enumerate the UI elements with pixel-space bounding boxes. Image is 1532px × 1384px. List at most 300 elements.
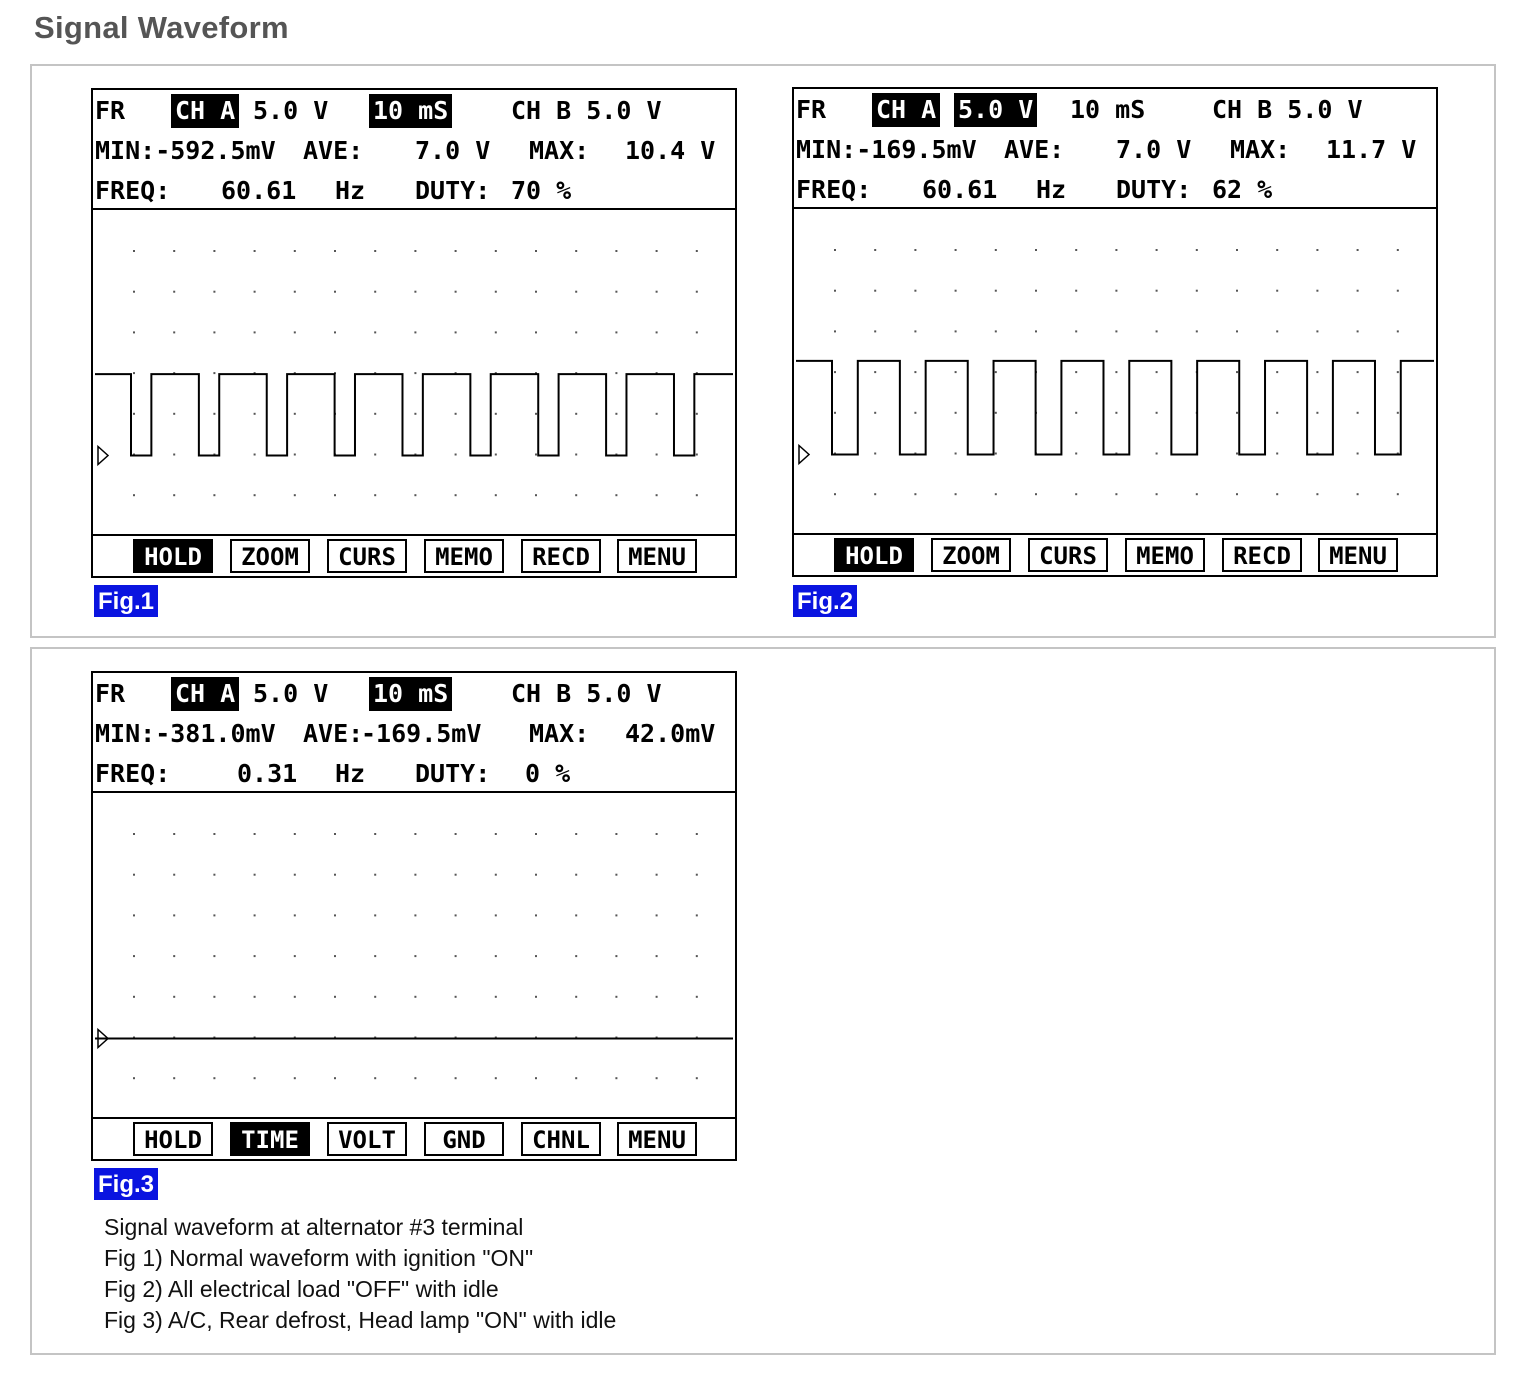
grid-dot (656, 413, 658, 415)
duty-value: 0 % (525, 759, 571, 788)
memo-button[interactable]: MEMO (424, 539, 504, 573)
ave-value: 7.0 V (1116, 135, 1192, 164)
ave-label: AVE: (303, 136, 364, 165)
grid-dot (455, 494, 457, 496)
timebase[interactable]: 10 mS (369, 94, 452, 128)
grid-dot (173, 1077, 175, 1079)
grid-dot (656, 331, 658, 333)
channel-b-label[interactable]: CH B 5.0 V (511, 96, 662, 125)
grid-dot (1236, 330, 1238, 332)
grid-dot (213, 874, 215, 876)
grid-dot (254, 874, 256, 876)
gnd-button[interactable]: GND (424, 1122, 504, 1156)
fr-label: FR (95, 96, 126, 125)
ave-label: AVE: (303, 719, 364, 748)
grid-dot (374, 874, 376, 876)
grid-dot (294, 914, 296, 916)
grid-dot (414, 1077, 416, 1079)
hold-button[interactable]: HOLD (133, 1122, 213, 1156)
channel-a-label[interactable]: CH A (872, 93, 940, 127)
grid-dot (914, 290, 916, 292)
grid-dot (334, 914, 336, 916)
grid-dot (1075, 493, 1077, 495)
grid-dot (696, 494, 698, 496)
grid-dot (535, 494, 537, 496)
freq-unit: Hz (1036, 175, 1067, 204)
grid-dot (495, 874, 497, 876)
max-value: 42.0mV (625, 719, 716, 748)
grid-dot (615, 372, 617, 374)
grid-dot (834, 330, 836, 332)
grid-dot (1075, 330, 1077, 332)
grid-dot (495, 914, 497, 916)
grid-dot (615, 996, 617, 998)
grid-dot (914, 371, 916, 373)
grid-dot (213, 833, 215, 835)
channel-a-scale[interactable]: 5.0 V (253, 96, 329, 125)
freq-label: FREQ: (796, 175, 872, 204)
header-row-2 (93, 717, 716, 751)
min-value: MIN:-381.0mV (95, 719, 276, 748)
grid-dot (213, 1077, 215, 1079)
grid-dot (254, 291, 256, 293)
grid-dot (955, 371, 957, 373)
grid-dot (535, 250, 537, 252)
waveform-plot (93, 793, 735, 1117)
grid-dot (1316, 290, 1318, 292)
grid-dot (615, 955, 617, 957)
grid-dot (294, 250, 296, 252)
grid-dot (874, 453, 876, 455)
grid-dot (133, 874, 135, 876)
channel-a-label[interactable]: CH A (171, 94, 239, 128)
memo-button[interactable]: MEMO (1125, 538, 1205, 572)
grid-dot (615, 331, 617, 333)
grid-dot (294, 413, 296, 415)
grid-dot (575, 494, 577, 496)
duty-label: DUTY: (415, 176, 491, 205)
grid-dot (834, 493, 836, 495)
grid-dot (455, 413, 457, 415)
grid-dot (173, 996, 175, 998)
grid-dot (173, 914, 175, 916)
grid-dot (575, 250, 577, 252)
grid-dot (535, 955, 537, 957)
grid-dot (414, 372, 416, 374)
timebase[interactable]: 10 mS (1070, 95, 1146, 124)
grid-dot (294, 454, 296, 456)
waveform-plot (93, 210, 735, 534)
max-label: MAX: (529, 136, 590, 165)
grid-dot (1397, 371, 1399, 373)
grid-dot (495, 454, 497, 456)
grid-dot (914, 412, 916, 414)
grid-dot (696, 833, 698, 835)
grid-dot (414, 250, 416, 252)
grid-dot (834, 249, 836, 251)
caption-line: Fig 3) A/C, Rear defrost, Head lamp "ON" with idle (104, 1307, 617, 1333)
grid-dot (696, 331, 698, 333)
grid-dot (656, 874, 658, 876)
grid-dot (213, 331, 215, 333)
grid-dot (995, 249, 997, 251)
grid-dot (374, 331, 376, 333)
grid-dot (173, 833, 175, 835)
menu-button[interactable]: MENU (617, 1122, 697, 1156)
grid-dot (173, 291, 175, 293)
grid-dot (1196, 493, 1198, 495)
ave-value: 7.0 V (415, 136, 491, 165)
waveform-svg (93, 210, 735, 534)
grid-dot (955, 330, 957, 332)
grid-dot (455, 874, 457, 876)
ave-label: AVE: (1004, 135, 1065, 164)
grid-dot (1316, 412, 1318, 414)
grid-dot (1115, 493, 1117, 495)
grid-dot (414, 996, 416, 998)
grid-dot (495, 1077, 497, 1079)
grid-dot (914, 493, 916, 495)
grid-dot (1357, 371, 1359, 373)
time-button[interactable]: TIME (230, 1122, 310, 1156)
waveform-svg (93, 793, 735, 1117)
grid-dot (133, 833, 135, 835)
grid-dot (495, 331, 497, 333)
header-row-3 (93, 174, 572, 208)
grid-dot (656, 996, 658, 998)
grid-dot (575, 833, 577, 835)
scope-screen-fig1 (91, 88, 737, 578)
grid-dot (1276, 371, 1278, 373)
header-row-1 (93, 94, 662, 128)
grid-dot (414, 914, 416, 916)
grid-dot (1075, 249, 1077, 251)
grid-dot (374, 291, 376, 293)
duty-value: 62 % (1212, 175, 1273, 204)
scope-screen-fig3 (91, 671, 737, 1161)
grid-dot (1276, 412, 1278, 414)
grid-dot (173, 250, 175, 252)
grid-dot (254, 955, 256, 957)
fig-label-2: Fig.2 (793, 585, 857, 617)
grid-dot (455, 250, 457, 252)
grid-dot (414, 413, 416, 415)
grid-dot (294, 1077, 296, 1079)
header-row-3 (93, 757, 571, 791)
grid-dot (955, 412, 957, 414)
grid-dot (1236, 290, 1238, 292)
grid-dot (535, 413, 537, 415)
hold-button[interactable]: HOLD (834, 538, 914, 572)
grid-dot (414, 833, 416, 835)
header-row-3 (794, 173, 1273, 207)
grid-dot (1035, 290, 1037, 292)
grid-dot (615, 914, 617, 916)
page-title: Signal Waveform (34, 10, 289, 45)
waveform-svg (794, 209, 1436, 533)
recd-button[interactable]: RECD (521, 539, 601, 573)
grid-dot (696, 291, 698, 293)
grid-dot (133, 331, 135, 333)
grid-dot (213, 372, 215, 374)
grid-dot (656, 250, 658, 252)
grid-dot (374, 955, 376, 957)
grid-dot (874, 371, 876, 373)
duty-value: 70 % (511, 176, 572, 205)
chnl-button[interactable]: CHNL (521, 1122, 601, 1156)
grid-dot (656, 833, 658, 835)
grid-dot (133, 914, 135, 916)
grid-dot (133, 291, 135, 293)
grid-dot (1035, 493, 1037, 495)
grid-dot (455, 1077, 457, 1079)
grid-dot (1196, 249, 1198, 251)
grid-dot (1035, 249, 1037, 251)
grid-dot (1357, 290, 1359, 292)
channel-a-scale[interactable]: 5.0 V (253, 679, 329, 708)
freq-unit: Hz (335, 176, 366, 205)
duty-label: DUTY: (1116, 175, 1192, 204)
channel-b-label[interactable]: CH B 5.0 V (511, 679, 662, 708)
grid-dot (334, 331, 336, 333)
grid-dot (455, 955, 457, 957)
grid-dot (254, 833, 256, 835)
grid-dot (213, 996, 215, 998)
grid-dot (914, 249, 916, 251)
grid-dot (696, 1077, 698, 1079)
waveform-trace (95, 374, 733, 455)
caption-line: Signal waveform at alternator #3 terminal (104, 1214, 524, 1240)
grid-dot (414, 955, 416, 957)
grid-dot (334, 291, 336, 293)
grid-dot (575, 291, 577, 293)
grid-dot (173, 494, 175, 496)
channel-b-label[interactable]: CH B 5.0 V (1212, 95, 1363, 124)
grid-dot (1156, 412, 1158, 414)
hold-button[interactable]: HOLD (133, 539, 213, 573)
grid-dot (455, 331, 457, 333)
grid-dot (1156, 453, 1158, 455)
grid-dot (133, 372, 135, 374)
scope-header (93, 673, 735, 793)
curs-button[interactable]: CURS (1028, 538, 1108, 572)
grid-dot (1276, 249, 1278, 251)
grid-dot (535, 874, 537, 876)
grid-dot (1115, 249, 1117, 251)
grid-dot (656, 955, 658, 957)
waveform-trace (796, 361, 1434, 455)
grid-dot (696, 955, 698, 957)
grid-dot (133, 494, 135, 496)
grid-dot (1276, 330, 1278, 332)
grid-dot (535, 914, 537, 916)
grid-dot (334, 833, 336, 835)
grid-dot (874, 290, 876, 292)
grid-dot (615, 413, 617, 415)
grid-dot (133, 1077, 135, 1079)
grid-dot (955, 453, 957, 455)
grid-dot (575, 331, 577, 333)
grid-dot (1397, 493, 1399, 495)
grid-dot (455, 996, 457, 998)
grid-dot (455, 914, 457, 916)
grid-dot (1115, 290, 1117, 292)
grid-dot (133, 250, 135, 252)
grid-dot (656, 454, 658, 456)
grid-dot (615, 833, 617, 835)
grid-dot (834, 290, 836, 292)
zoom-button[interactable]: ZOOM (230, 539, 310, 573)
grid-dot (656, 291, 658, 293)
grid-dot (955, 493, 957, 495)
grid-dot (254, 454, 256, 456)
grid-dot (173, 454, 175, 456)
grid-dot (1156, 371, 1158, 373)
grid-dot (334, 996, 336, 998)
grid-dot (834, 371, 836, 373)
grid-dot (1357, 453, 1359, 455)
grid-dot (955, 290, 957, 292)
max-value: 11.7 V (1326, 135, 1417, 164)
grid-dot (294, 494, 296, 496)
zoom-button[interactable]: ZOOM (931, 538, 1011, 572)
grid-dot (254, 1077, 256, 1079)
menu-button[interactable]: MENU (617, 539, 697, 573)
grid-dot (173, 955, 175, 957)
scope-header (93, 90, 735, 210)
grid-dot (1156, 493, 1158, 495)
channel-a-scale[interactable]: 5.0 V (954, 93, 1037, 127)
header-row-2 (794, 133, 1417, 167)
caption-line: Fig 1) Normal waveform with ignition "ON" (104, 1245, 534, 1271)
grid-dot (656, 1077, 658, 1079)
grid-dot (1196, 330, 1198, 332)
grid-dot (874, 249, 876, 251)
grid-dot (575, 996, 577, 998)
grid-dot (374, 454, 376, 456)
fr-label: FR (796, 95, 827, 124)
grid-dot (254, 413, 256, 415)
freq-label: FREQ: (95, 759, 171, 788)
grid-dot (495, 413, 497, 415)
grid-dot (995, 412, 997, 414)
grid-dot (294, 291, 296, 293)
grid-dot (254, 331, 256, 333)
grid-dot (995, 493, 997, 495)
grid-dot (1276, 453, 1278, 455)
grid-dot (254, 250, 256, 252)
grid-dot (535, 1077, 537, 1079)
grid-dot (575, 914, 577, 916)
grid-dot (213, 955, 215, 957)
grid-dot (1316, 371, 1318, 373)
soft-key-bar (93, 534, 735, 576)
timebase[interactable]: 10 mS (369, 677, 452, 711)
grid-dot (133, 996, 135, 998)
grid-dot (1316, 249, 1318, 251)
grid-dot (374, 494, 376, 496)
grid-dot (133, 955, 135, 957)
grid-dot (374, 1077, 376, 1079)
volt-button[interactable]: VOLT (327, 1122, 407, 1156)
grid-dot (374, 833, 376, 835)
channel-a-label[interactable]: CH A (171, 677, 239, 711)
caption (104, 1212, 616, 1336)
recd-button[interactable]: RECD (1222, 538, 1302, 572)
grid-dot (334, 1077, 336, 1079)
grid-dot (173, 874, 175, 876)
grid-dot (1035, 330, 1037, 332)
freq-unit: Hz (335, 759, 366, 788)
duty-label: DUTY: (415, 759, 491, 788)
ground-marker-icon[interactable] (98, 447, 108, 465)
grid-dot (294, 331, 296, 333)
grid-dot (414, 291, 416, 293)
max-label: MAX: (529, 719, 590, 748)
min-value: MIN:-169.5mV (796, 135, 977, 164)
grid-dot (615, 291, 617, 293)
grid-dot (1357, 412, 1359, 414)
grid-dot (254, 996, 256, 998)
grid-dot (213, 914, 215, 916)
grid-dot (414, 494, 416, 496)
grid-dot (495, 494, 497, 496)
grid-dot (1357, 493, 1359, 495)
grid-dot (535, 331, 537, 333)
freq-label: FREQ: (95, 176, 171, 205)
grid-dot (334, 955, 336, 957)
menu-button[interactable]: MENU (1318, 538, 1398, 572)
grid-dot (656, 914, 658, 916)
soft-key-bar (794, 533, 1436, 575)
grid-dot (213, 250, 215, 252)
caption-line: Fig 2) All electrical load "OFF" with idle (104, 1276, 499, 1302)
grid-dot (414, 331, 416, 333)
ground-marker-icon[interactable] (799, 446, 809, 464)
grid-dot (914, 330, 916, 332)
soft-key-bar (93, 1117, 735, 1159)
grid-dot (495, 250, 497, 252)
grid-dot (1276, 290, 1278, 292)
header-row-1 (794, 93, 1363, 127)
grid-dot (615, 1077, 617, 1079)
grid-dot (1075, 371, 1077, 373)
grid-dot (656, 494, 658, 496)
grid-dot (374, 914, 376, 916)
scope-screen-fig2 (792, 87, 1438, 577)
curs-button[interactable]: CURS (327, 539, 407, 573)
grid-dot (575, 955, 577, 957)
grid-dot (1397, 290, 1399, 292)
grid-dot (874, 330, 876, 332)
header-row-1 (93, 677, 662, 711)
grid-dot (495, 833, 497, 835)
fig-label-3: Fig.3 (94, 1168, 158, 1200)
grid-dot (254, 494, 256, 496)
grid-dot (455, 833, 457, 835)
grid-dot (696, 454, 698, 456)
grid-dot (334, 250, 336, 252)
grid-dot (834, 412, 836, 414)
grid-dot (495, 996, 497, 998)
min-value: MIN:-592.5mV (95, 136, 276, 165)
grid-dot (995, 453, 997, 455)
grid-dot (1115, 371, 1117, 373)
grid-dot (334, 874, 336, 876)
grid-dot (955, 249, 957, 251)
grid-dot (1397, 249, 1399, 251)
grid-dot (213, 413, 215, 415)
